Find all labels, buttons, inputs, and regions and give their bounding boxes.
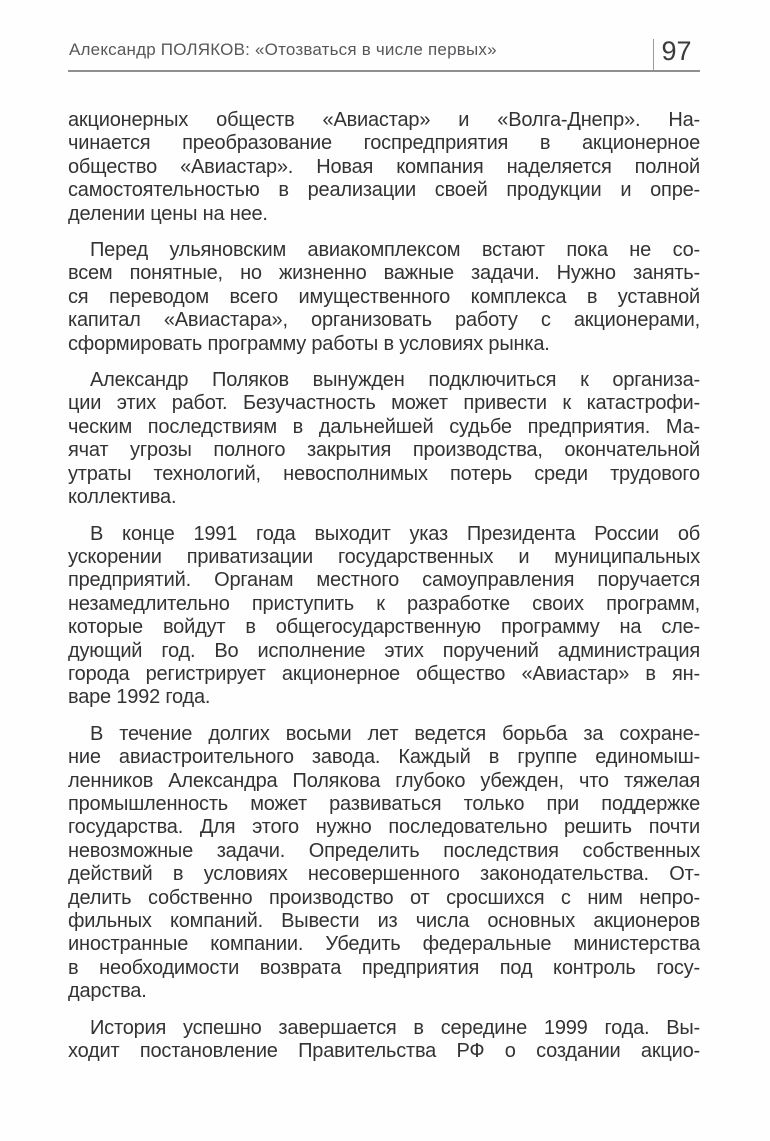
text-line: в необходимости возврата предприятия под контроль госу- <box>68 956 700 979</box>
text-line: которые войдут в общегосударственную программу на сле- <box>68 616 700 639</box>
text-line: иностранные компании. Убедить федеральные министерства <box>68 933 700 956</box>
text-line: В течение долгих восьми лет ведется борьба за сохране- <box>90 722 700 745</box>
text-line: капитал «Авиастара», организовать работу с акционерами, <box>68 309 700 332</box>
text-line: акционерных обществ «Авиастар» и «Волга-Днепр». На- <box>68 109 700 131</box>
text-line: общество «Авиастар». Новая компания наделяется полной <box>68 155 700 178</box>
running-title: Александр ПОЛЯКОВ: «Отозваться в числе первых» <box>69 40 497 59</box>
paragraph <box>68 109 700 226</box>
text-line: варе 1992 года. <box>68 686 211 709</box>
text-line: дарства. <box>68 980 147 1003</box>
text-line: ческим последствиям в дальнейшей судьбе предприятия. Ма- <box>68 415 700 438</box>
paragraph <box>68 723 700 1004</box>
text-line: города регистрирует акционерное общество «Авиастар» в ян- <box>68 662 700 685</box>
header-rule <box>68 70 700 72</box>
text-line: государства. Для этого нужно последовательно решить почти <box>68 816 700 839</box>
text-line: фильных компаний. Вывести из числа основных акционеров <box>68 910 700 932</box>
text-line: чинается преобразование госпредприятия в акционерное <box>68 132 700 155</box>
text-line: ходит постановление Правительства РФ о создании акцио- <box>68 1040 700 1063</box>
paragraph <box>68 523 700 710</box>
text-line: ускорении приватизации государственных и муниципальных <box>68 545 700 568</box>
text-line: ленников Александра Полякова глубоко убежден, что тяжелая <box>68 769 700 792</box>
text-line: ся переводом всего имущественного комплекса в уставной <box>68 285 700 308</box>
text-line: Перед ульяновским авиакомплексом встают пока не со- <box>90 239 700 262</box>
text-line: сформировать программу работы в условиях рынка. <box>68 332 550 355</box>
text-line: самостоятельностью в реализации своей продукции и опре- <box>68 179 700 202</box>
text-line: незамедлительно приступить к разработке своих программ, <box>68 592 700 615</box>
paragraph <box>68 1017 700 1064</box>
text-line: невозможные задачи. Определить последствия собственных <box>68 839 700 862</box>
text-line: делить собственно производство от сросшихся с ним непро- <box>68 886 700 909</box>
text-line: действий в условиях несовершенного законодательства. От- <box>68 863 700 886</box>
text-line: утраты технологий, невосполнимых потерь среди трудового <box>68 462 700 485</box>
text-line: коллектива. <box>68 486 177 509</box>
text-line: дующий год. Во исполнение этих поручений администрация <box>68 639 700 662</box>
text-line: Александр Поляков вынужден подключиться к организа- <box>90 369 700 392</box>
text-line: ние авиастроительного завода. Каждый в группе единомыш- <box>68 746 700 769</box>
text-line: ции этих работ. Безучастность может привести к катастрофи- <box>68 392 700 415</box>
text-line: промышленность может развиваться только при поддержке <box>68 792 700 815</box>
paragraph <box>68 239 700 356</box>
text-line: всем понятные, но жизненно важные задачи. Нужно занять- <box>68 262 700 285</box>
text-line: История успешно завершается в середине 1999 года. Вы- <box>90 1016 700 1039</box>
page-body <box>68 109 700 1076</box>
text-line: предприятий. Органам местного самоуправления поручается <box>68 569 700 592</box>
text-line: В конце 1991 года выходит указ Президента России об <box>90 522 700 545</box>
paragraph <box>68 369 700 509</box>
text-line: ячат угрозы полного закрытия производства, окончательной <box>68 439 700 462</box>
text-line: делении цены на нее. <box>68 202 268 225</box>
page-number: 97 <box>661 36 692 66</box>
